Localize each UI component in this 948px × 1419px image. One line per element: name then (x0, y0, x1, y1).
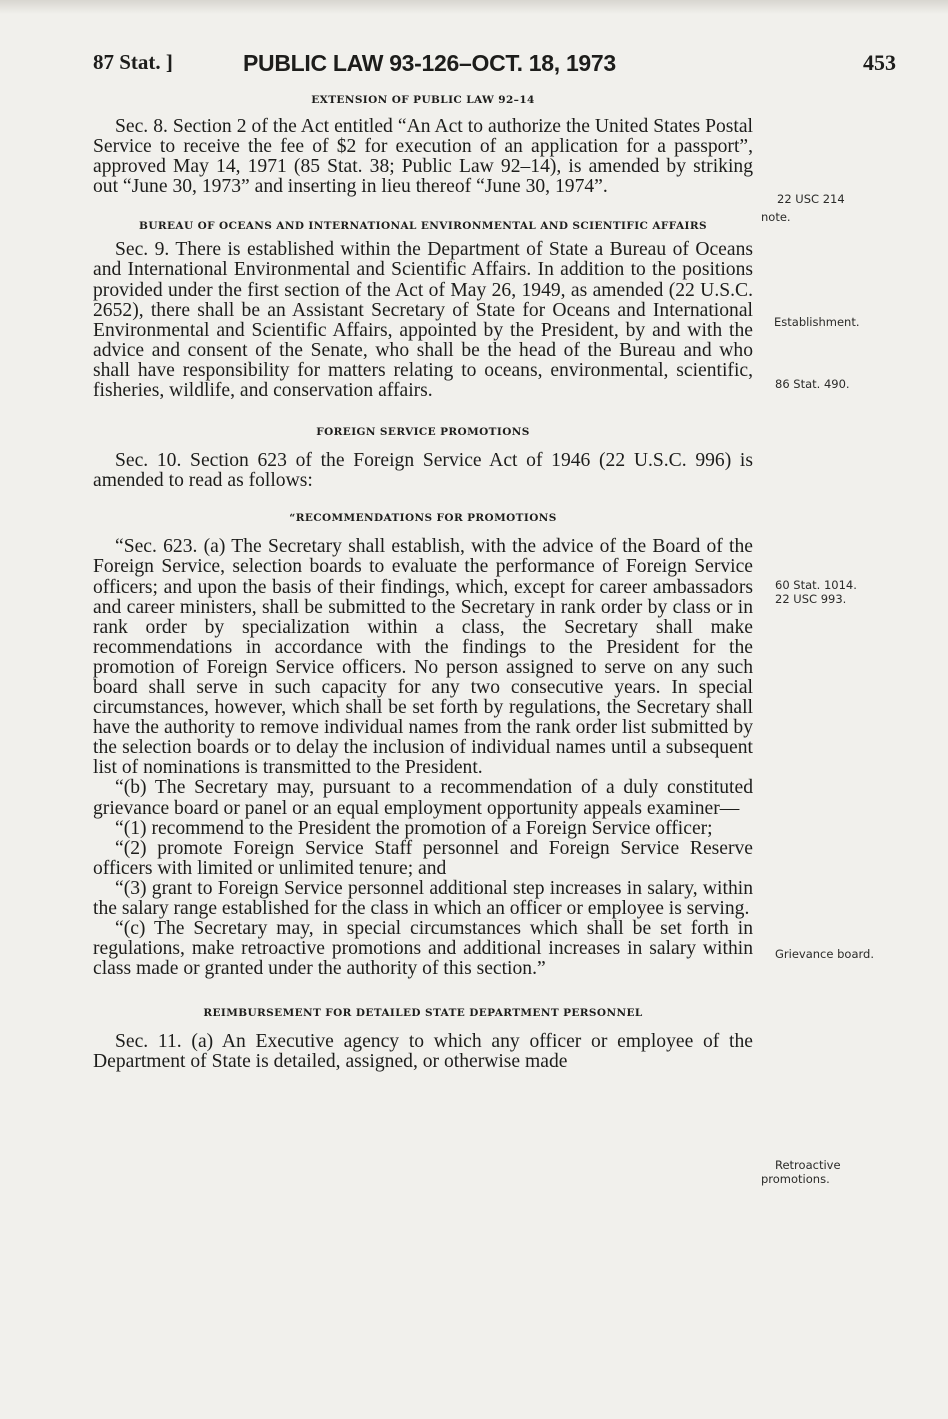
margin-note-22-usc-993: 22 USC 993. (775, 592, 847, 606)
section-623-c: “(c) The Secretary may, in special circumstances which shall be set forth in regulations, make retroactive promotions and additional increases in salary within class made or granted under the authority of this section.” (93, 918, 753, 980)
volume-reference: 87 Stat. ] (93, 50, 173, 74)
law-title: PUBLIC LAW 93-126–OCT. 18, 1973 (243, 50, 616, 76)
section-11-heading: REIMBURSEMENT FOR DETAILED STATE DEPARTMENT PERSONNEL (203, 1007, 643, 1020)
section-8-text: Sec. 8. Section 2 of the Act entitled “An Act to authorize the United States Postal Service to receive the fee of $2 for execution of an application for a passport”, approved May 14, 1971 (85 Stat. 38; Public Law 92–14), is amended by striking out “June 30, 1973” and inserting in lieu thereof “June 30, 1974”. (93, 116, 753, 198)
section-623-a: “Sec. 623. (a) The Secretary shall establish, with the advice of the Board of the Foreign Service, selection boards to evaluate the performance of Foreign Service officers; and upon the basis of their findings, which, except for career ambassadors and career ministers, shall be submitted to the Secretary in rank order by class or in rank order by specialization within a class, the Secretary shall make recommendations in accordance with the findings to the President for the promotion of Foreign Service officers. No person assigned to serve on any such board shall serve in such capacity for any two consecutive years. In special circumstances, however, which shall be set forth by regulations, the Secretary shall have the authority to remove individual names from the rank order list submitted by the selection boards or to delay the inclusion of individual names until a subsequent list of nominations is transmitted to the President. (93, 536, 753, 779)
section-623-b1: “(1) recommend to the President the promotion of a Foreign Service officer; (115, 817, 713, 839)
margin-note-establishment: Establishment. (774, 315, 860, 329)
section-10-text: Sec. 10. Section 623 of the Foreign Service Act of 1946 (22 U.S.C. 996) is amended to read as follows: (93, 450, 753, 492)
section-8-heading: EXTENSION OF PUBLIC LAW 92–14 (311, 94, 535, 106)
margin-note-86-stat-490: 86 Stat. 490. (775, 377, 850, 391)
recommendations-heading: “RECOMMENDATIONS FOR PROMOTIONS (289, 512, 557, 525)
section-623-b3: “(3) grant to Foreign Service personnel additional step increases in salary, within the salary range established for the class in which an officer or employee is serving. (93, 877, 753, 919)
section-9-text: Sec. 9. There is established within the Department of State a Bureau of Oceans and International Environmental and Scientific Affairs. In addition to the positions provided under the first section of the Act of May 26, 1949, as amended (22 U.S.C. 2652), there shall be an Assistant Secretary of State for Oceans and International Environmental and Scientific Affairs, appointed by the President, by and with the advice and consent of the Senate, who shall be the head of the Bureau and who shall have responsibility for matters relating to oceans, environmental, scientific, fisheries, wildlife, and conservation affairs. (93, 239, 753, 402)
margin-note-promotions: promotions. (761, 1172, 830, 1186)
section-9-heading: BUREAU OF OCEANS AND INTERNATIONAL ENVIRONMENTAL AND SCIENTIFIC AFFAIRS (139, 220, 707, 233)
margin-note-60-stat-1014: 60 Stat. 1014. (775, 578, 857, 592)
page-number: 453 (863, 50, 896, 75)
margin-note-grievance-board: Grievance board. (775, 947, 874, 961)
section-11-text: Sec. 11. (a) An Executive agency to which any officer or employee of the Department of State is detailed, assigned, or otherwise made (93, 1031, 753, 1073)
margin-note-retroactive: Retroactive (775, 1158, 841, 1172)
section-623-b2: “(2) promote Foreign Service Staff personnel and Foreign Service Reserve officers with limited or unlimited tenure; and (93, 837, 753, 879)
margin-note-note: note. (761, 210, 791, 224)
section-623-b: “(b) The Secretary may, pursuant to a recommendation of a duly constituted grievance board or panel or an equal employment opportunity appeals examiner— (93, 777, 753, 819)
margin-note-usc-214: 22 USC 214 (777, 192, 845, 206)
section-10-heading: FOREIGN SERVICE PROMOTIONS (316, 426, 530, 439)
